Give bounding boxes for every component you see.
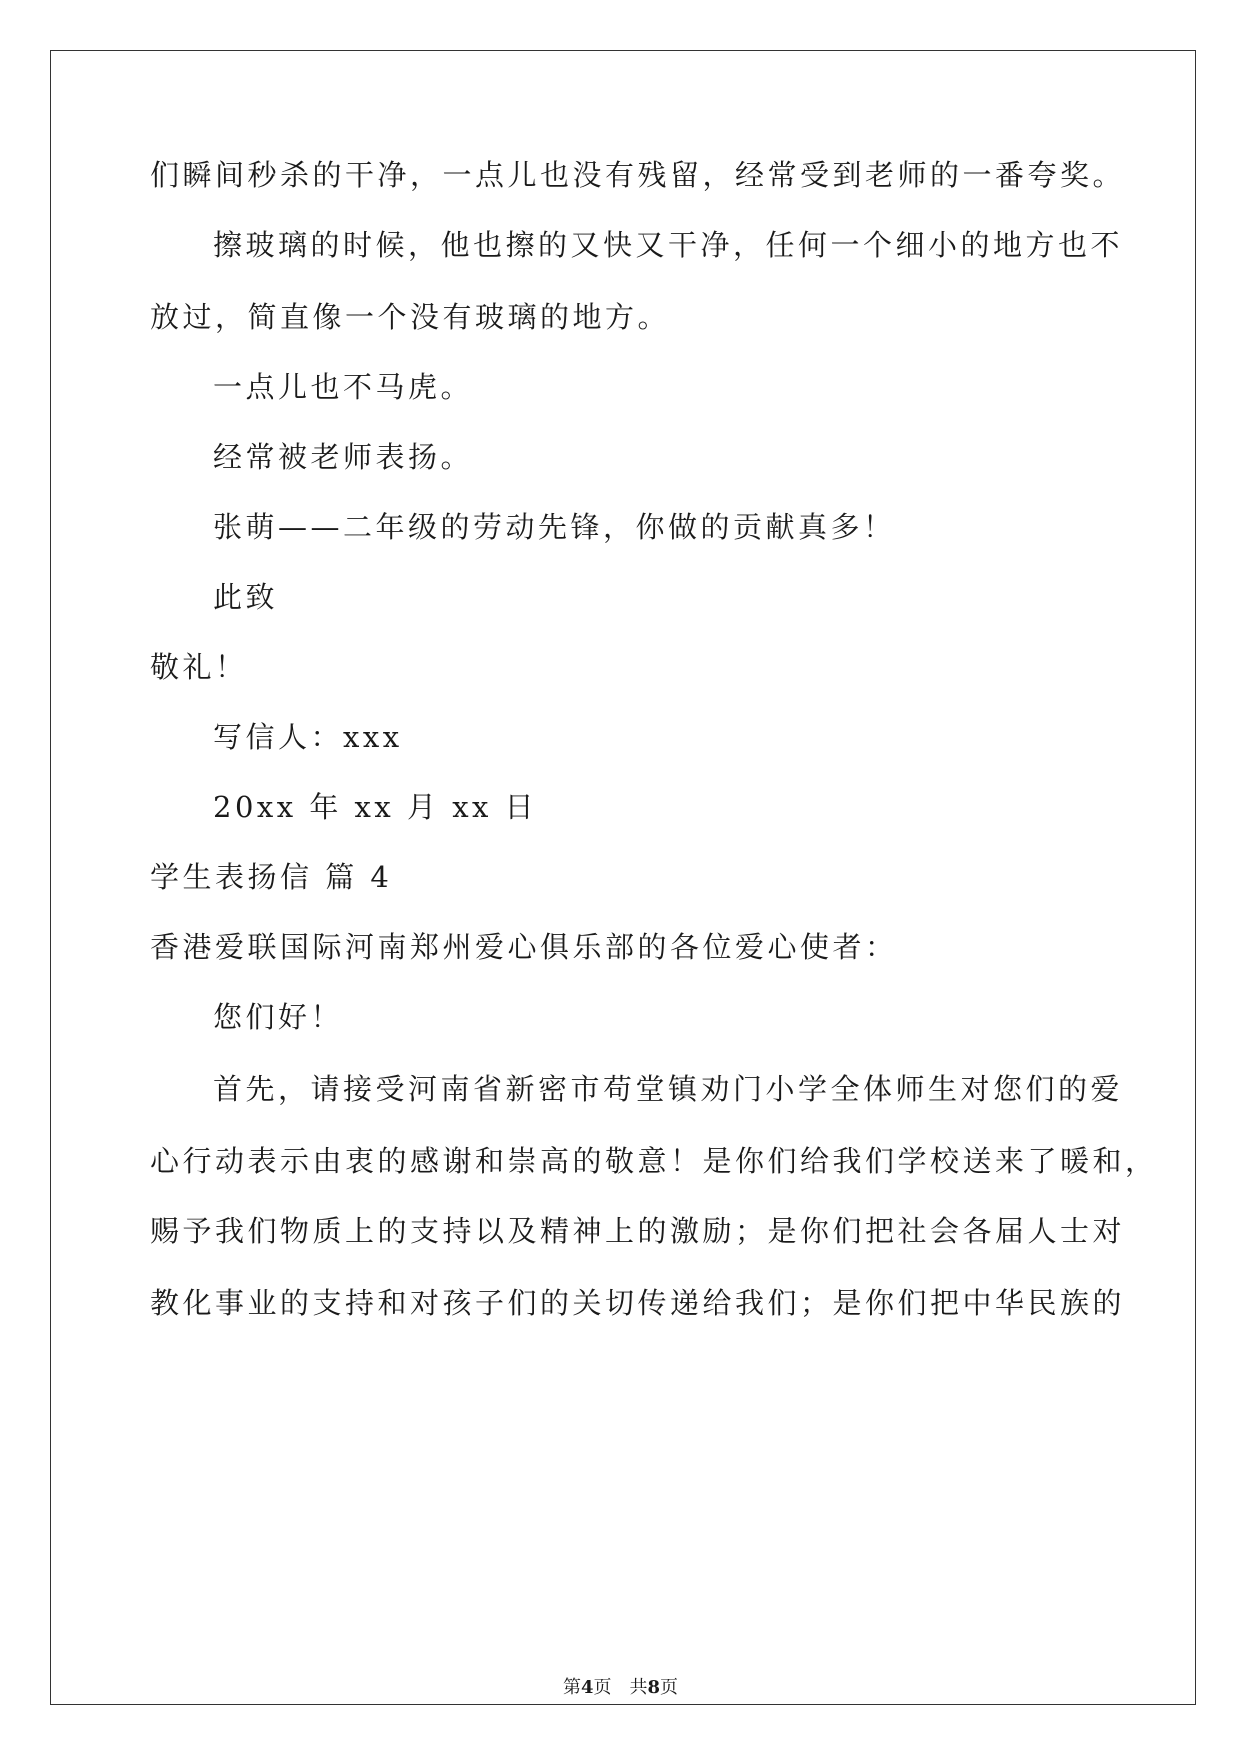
body-line-1: 们瞬间秒杀的干净，一点儿也没有残留，经常受到老师的一番夸奖。 (150, 158, 1126, 192)
body-line-6: 张萌——二年级的劳动先锋，你做的贡献真多！ (213, 510, 896, 544)
body-line-8: 心行动表示由衷的感谢和崇高的敬意！是你们给我们学校送来了暖和， (150, 1144, 1158, 1178)
letter-date: 20xx 年 xx 月 xx 日 (213, 790, 538, 824)
body-line-9: 赐予我们物质上的支持以及精神上的激励；是你们把社会各届人士对 (150, 1214, 1126, 1248)
letter-writer: 写信人：xxx (213, 720, 403, 754)
section-heading: 学生表扬信 篇 4 (150, 860, 393, 894)
footer-prefix: 第 (562, 1677, 581, 1698)
body-line-5: 经常被老师表扬。 (213, 440, 474, 474)
footer-total-pages: 8 (647, 1677, 661, 1698)
page-footer (0, 1677, 1241, 1699)
closing-regards: 敬礼！ (150, 650, 248, 684)
body-line-7: 首先，请接受河南省新密市苟堂镇劝门小学全体师生对您们的爱 (213, 1072, 1124, 1106)
greeting: 您们好！ (213, 1000, 344, 1034)
body-line-10: 教化事业的支持和对孩子们的关切传递给我们；是你们把中华民族的 (150, 1286, 1126, 1320)
body-line-3: 放过，简直像一个没有玻璃的地方。 (150, 300, 671, 334)
footer-suffix: 页 (660, 1677, 679, 1698)
body-line-2: 擦玻璃的时候，他也擦的又快又干净，任何一个细小的地方也不 (213, 228, 1124, 262)
footer-middle: 页 共 (593, 1677, 648, 1698)
recipient-line: 香港爱联国际河南郑州爱心俱乐部的各位爱心使者： (150, 930, 898, 964)
body-line-4: 一点儿也不马虎。 (213, 370, 474, 404)
footer-page-number: 4 (580, 1677, 594, 1698)
closing-salutation: 此致 (213, 580, 279, 614)
